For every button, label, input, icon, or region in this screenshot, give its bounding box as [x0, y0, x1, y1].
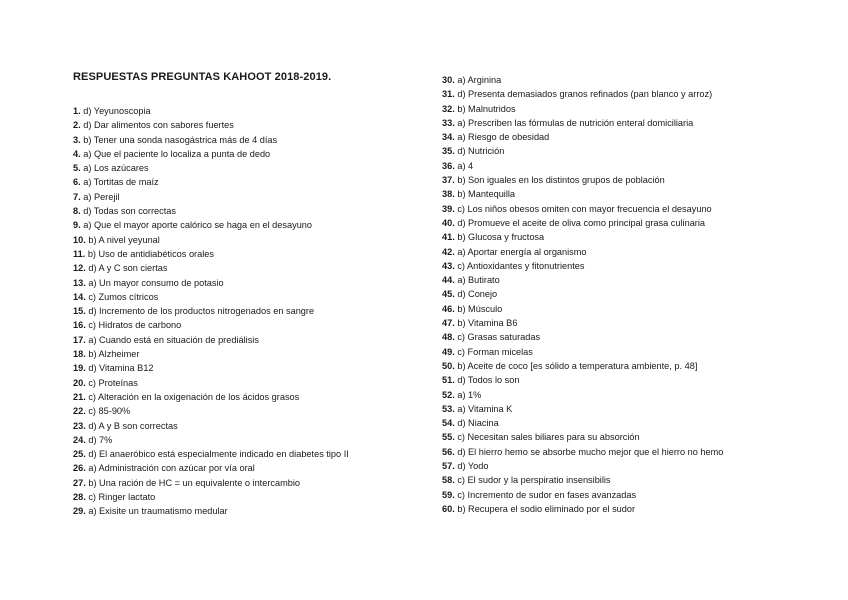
- page-title: RESPUESTAS PREGUNTAS KAHOOT 2018-2019.: [73, 71, 332, 83]
- answer-text: a) Riesgo de obesidad: [454, 132, 550, 143]
- answer-list-right: [442, 73, 723, 516]
- answer-text: b) Aceite de coco [es sólido a temperatura ambiente, p. 48]: [454, 360, 698, 371]
- answer-text: d) 7%: [85, 434, 113, 445]
- answer-number: 15.: [73, 306, 86, 317]
- answer-number: 21.: [73, 391, 86, 402]
- answer-text: d) Conejo: [454, 289, 498, 300]
- answer-item: [73, 133, 349, 147]
- answer-item: [73, 476, 349, 490]
- answer-item: [442, 302, 723, 316]
- answer-text: d) Nutrición: [454, 146, 505, 157]
- answer-text: b) Mantequilla: [454, 189, 516, 200]
- answer-item: [442, 159, 723, 173]
- answer-item: [73, 118, 349, 132]
- answer-number: 13.: [73, 277, 86, 288]
- answer-number: 28.: [73, 492, 86, 503]
- answer-item: [442, 287, 723, 301]
- answer-item: [73, 233, 349, 247]
- answer-item: [442, 116, 723, 130]
- answer-number: 32.: [442, 103, 455, 114]
- answer-item: [442, 502, 723, 516]
- answer-item: [73, 204, 349, 218]
- answer-number: 22.: [73, 406, 86, 417]
- answer-number: 31.: [442, 89, 455, 100]
- answer-item: [73, 390, 349, 404]
- answer-number: 4.: [73, 148, 81, 159]
- answer-text: a) Aportar energía al organismo: [454, 246, 587, 257]
- answer-text: b) Son iguales en los distintos grupos de población: [454, 175, 665, 186]
- answer-text: a) Exisite un traumatismo medular: [85, 506, 228, 517]
- answer-text: a) Administración con azúcar por vía oral: [85, 463, 255, 474]
- answer-number: 8.: [73, 206, 81, 217]
- answer-item: [73, 376, 349, 390]
- answer-number: 14.: [73, 291, 86, 302]
- answer-text: a) 4: [454, 160, 474, 171]
- answer-number: 54.: [442, 418, 455, 429]
- answer-number: 40.: [442, 217, 455, 228]
- answer-number: 56.: [442, 446, 455, 457]
- answer-number: 52.: [442, 389, 455, 400]
- answer-item: [442, 330, 723, 344]
- answer-text: d) Incremento de los productos nitrogenados en sangre: [85, 306, 315, 317]
- answer-text: d) Yeyunoscopia: [80, 106, 151, 116]
- answer-number: 58.: [442, 475, 455, 486]
- answer-text: d) A y C son ciertas: [85, 263, 168, 274]
- answer-number: 49.: [442, 346, 455, 357]
- answer-item: [73, 504, 349, 518]
- answer-text: c) 85-90%: [85, 406, 131, 417]
- answer-number: 57.: [442, 461, 455, 472]
- answer-item: [442, 73, 723, 87]
- answer-number: 1.: [73, 106, 81, 116]
- answer-number: 53.: [442, 403, 455, 414]
- answer-text: c) Forman micelas: [454, 346, 533, 357]
- answer-item: [73, 247, 349, 261]
- answer-text: a) Arginina: [454, 75, 502, 85]
- answer-text: a) Cuando está en situación de prediálisis: [85, 334, 259, 345]
- answer-item: [73, 190, 349, 204]
- answer-number: 36.: [442, 160, 455, 171]
- answer-number: 42.: [442, 246, 455, 257]
- answer-item: [442, 316, 723, 330]
- answer-text: c) Ringer lactato: [85, 492, 156, 503]
- answer-item: [73, 175, 349, 189]
- answer-text: d) Todas son correctas: [80, 206, 176, 217]
- answer-number: 2.: [73, 120, 81, 131]
- answer-text: a) Que el mayor aporte calórico se haga en el desayuno: [80, 220, 313, 231]
- answer-text: a) Tortitas de maíz: [80, 177, 159, 188]
- answer-number: 37.: [442, 175, 455, 186]
- answer-item: [73, 347, 349, 361]
- answer-text: b) Una ración de HC = un equivalente o intercambio: [85, 477, 301, 488]
- answer-text: b) Alzheimer: [85, 349, 140, 360]
- answer-text: c) Necesitan sales biliares para su absorción: [454, 432, 640, 443]
- answer-number: 12.: [73, 263, 86, 274]
- answer-item: [442, 202, 723, 216]
- answer-text: d) Promueve el aceite de oliva como principal grasa culinaria: [454, 217, 706, 228]
- answer-number: 44.: [442, 275, 455, 286]
- answer-item: [442, 445, 723, 459]
- answer-item: [442, 416, 723, 430]
- answer-item: [442, 87, 723, 101]
- answer-number: 29.: [73, 506, 86, 517]
- answer-text: b) Tener una sonda nasogástrica más de 4 días: [80, 134, 278, 145]
- answer-text: d) Vitamina B12: [85, 363, 154, 374]
- answer-item: [73, 419, 349, 433]
- answer-text: a) Perejil: [80, 191, 120, 202]
- answer-number: 19.: [73, 363, 86, 374]
- answer-text: b) Uso de antidiabéticos orales: [85, 248, 214, 259]
- answer-item: [73, 304, 349, 318]
- answer-number: 20.: [73, 377, 86, 388]
- answer-text: c) El sudor y la perspiratio insensibilis: [454, 475, 611, 486]
- answer-text: d) El hierro hemo se absorbe mucho mejor que el hierro no hemo: [454, 446, 724, 457]
- answer-text: d) Niacina: [454, 418, 499, 429]
- answer-number: 27.: [73, 477, 86, 488]
- answer-item: [442, 230, 723, 244]
- answer-item: [73, 261, 349, 275]
- answer-text: a) Vitamina K: [454, 403, 513, 414]
- answer-text: b) Malnutridos: [454, 103, 516, 114]
- answer-text: b) Vitamina B6: [454, 318, 518, 329]
- answer-item: [442, 459, 723, 473]
- answer-text: d) Dar alimentos con sabores fuertes: [80, 120, 234, 131]
- answer-text: c) Hidratos de carbono: [85, 320, 182, 331]
- answer-item: [442, 488, 723, 502]
- answer-text: a) 1%: [454, 389, 482, 400]
- answer-item: [442, 359, 723, 373]
- answer-number: 30.: [442, 75, 455, 85]
- answer-item: [442, 259, 723, 273]
- answer-text: c) Alteración en la oxigenación de los ácidos grasos: [85, 391, 300, 402]
- answer-item: [73, 218, 349, 232]
- answer-number: 11.: [73, 248, 86, 259]
- answer-number: 55.: [442, 432, 455, 443]
- answer-item: [442, 187, 723, 201]
- answer-list-left: [73, 104, 349, 519]
- answer-item: [73, 404, 349, 418]
- answer-text: a) Los azúcares: [80, 163, 149, 174]
- answer-text: a) Prescriben las fórmulas de nutrición enteral domiciliaria: [454, 117, 694, 128]
- answer-item: [73, 333, 349, 347]
- answer-text: d) Todos lo son: [454, 375, 520, 386]
- answer-item: [442, 373, 723, 387]
- answer-number: 7.: [73, 191, 81, 202]
- answer-number: 26.: [73, 463, 86, 474]
- answer-number: 24.: [73, 434, 86, 445]
- answer-item: [442, 102, 723, 116]
- answer-item: [73, 361, 349, 375]
- answer-number: 5.: [73, 163, 81, 174]
- answer-number: 18.: [73, 349, 86, 360]
- answer-text: c) Zumos cítricos: [85, 291, 159, 302]
- answer-item: [73, 447, 349, 461]
- answer-number: 51.: [442, 375, 455, 386]
- answer-number: 38.: [442, 189, 455, 200]
- answer-number: 25.: [73, 449, 86, 460]
- answer-number: 33.: [442, 117, 455, 128]
- answer-number: 10.: [73, 234, 86, 245]
- answer-item: [73, 461, 349, 475]
- answer-item: [442, 273, 723, 287]
- answer-item: [73, 104, 349, 118]
- answer-text: d) Yodo: [454, 461, 489, 472]
- answer-number: 35.: [442, 146, 455, 157]
- answer-text: c) Grasas saturadas: [454, 332, 541, 343]
- answer-text: c) Incremento de sudor en fases avanzadas: [454, 489, 637, 500]
- answer-text: b) Glucosa y fructosa: [454, 232, 545, 243]
- answer-number: 48.: [442, 332, 455, 343]
- answer-number: 23.: [73, 420, 86, 431]
- answer-number: 41.: [442, 232, 455, 243]
- answer-number: 39.: [442, 203, 455, 214]
- answer-item: [73, 490, 349, 504]
- answer-item: [442, 144, 723, 158]
- answer-item: [73, 290, 349, 304]
- answer-item: [73, 276, 349, 290]
- answer-number: 34.: [442, 132, 455, 143]
- answer-item: [73, 147, 349, 161]
- answer-number: 43.: [442, 260, 455, 271]
- answer-item: [73, 318, 349, 332]
- answer-item: [73, 433, 349, 447]
- answer-number: 59.: [442, 489, 455, 500]
- answer-item: [442, 130, 723, 144]
- answer-item: [442, 173, 723, 187]
- answer-item: [442, 345, 723, 359]
- answer-text: c) Antioxidantes y fitonutrientes: [454, 260, 585, 271]
- answer-item: [442, 430, 723, 444]
- answer-number: 16.: [73, 320, 86, 331]
- answer-text: d) A y B son correctas: [85, 420, 178, 431]
- answer-text: a) Un mayor consumo de potasio: [85, 277, 224, 288]
- answer-text: d) Presenta demasiados granos refinados (pan blanco y arroz): [454, 89, 713, 100]
- answer-text: a) Que el paciente lo localiza a punta de dedo: [80, 148, 271, 159]
- answer-text: b) A nivel yeyunal: [85, 234, 160, 245]
- answer-number: 60.: [442, 503, 455, 514]
- answer-number: 50.: [442, 360, 455, 371]
- answer-number: 3.: [73, 134, 81, 145]
- answer-text: b) Músculo: [454, 303, 503, 314]
- answer-item: [73, 161, 349, 175]
- answer-item: [442, 402, 723, 416]
- answer-text: c) Los niños obesos omiten con mayor frecuencia el desayuno: [454, 203, 712, 214]
- answer-item: [442, 245, 723, 259]
- answer-item: [442, 473, 723, 487]
- answer-number: 46.: [442, 303, 455, 314]
- answer-item: [442, 388, 723, 402]
- answer-number: 9.: [73, 220, 81, 231]
- answer-number: 45.: [442, 289, 455, 300]
- answer-number: 47.: [442, 318, 455, 329]
- answer-text: d) El anaeróbico está especialmente indicado en diabetes tipo II: [85, 449, 349, 460]
- answer-number: 17.: [73, 334, 86, 345]
- answer-number: 6.: [73, 177, 81, 188]
- answer-text: a) Butirato: [454, 275, 500, 286]
- answer-text: c) Proteínas: [85, 377, 138, 388]
- answer-item: [442, 216, 723, 230]
- answer-text: b) Recupera el sodio eliminado por el sudor: [454, 503, 636, 514]
